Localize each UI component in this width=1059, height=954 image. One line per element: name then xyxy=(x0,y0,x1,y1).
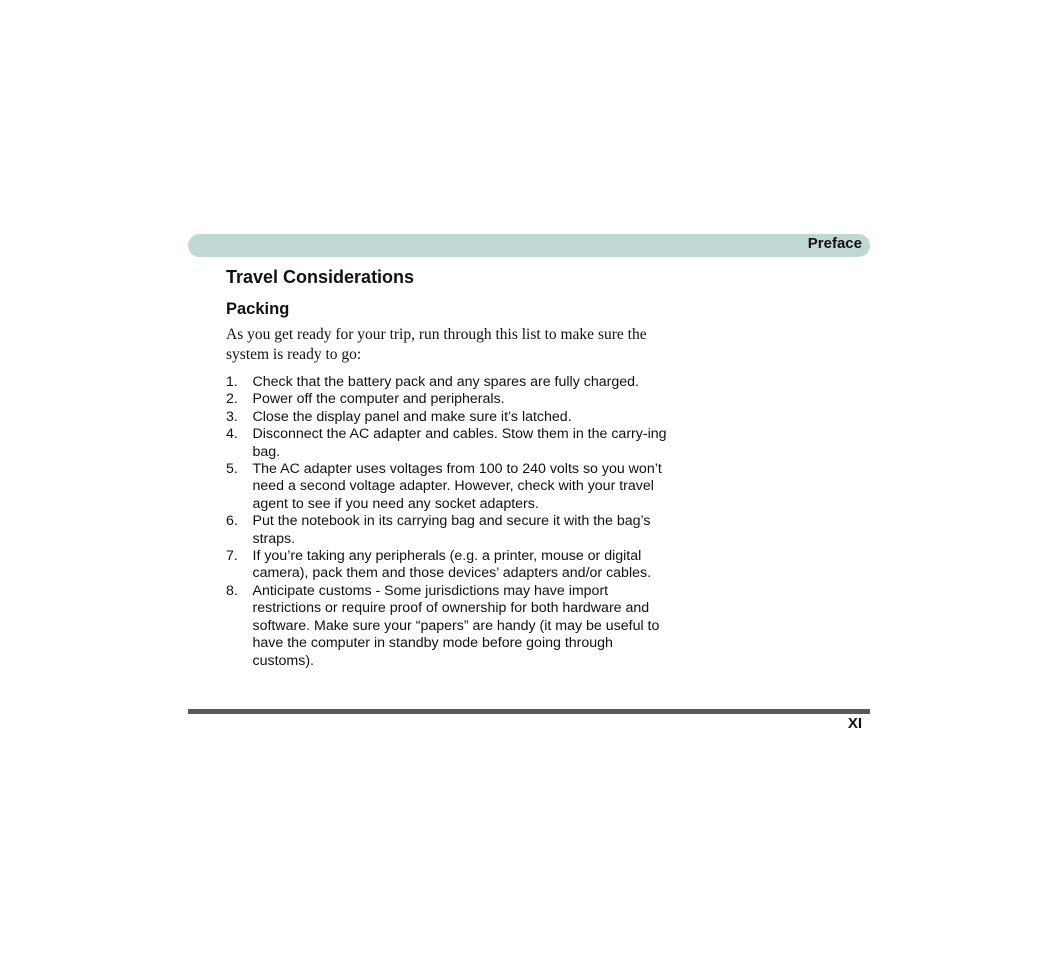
step-text: Anticipate customs - Some jurisdictions may have import restrictions or require proof of ownership for both hardware and software. Make sure your “papers” are handy (it may be useful to have the computer in standby mode before going through customs). xyxy=(252,582,660,669)
step-number: 3. xyxy=(226,408,238,425)
step-text: If you’re taking any peripherals (e.g. a printer, mouse or digital camera), pack them and those devices’ adapters and/or cables. xyxy=(252,548,652,582)
step-text: Check that the battery pack and any spares are fully charged. xyxy=(252,374,639,390)
step-text: Disconnect the AC adapter and cables. Stow them in the carry-ing bag. xyxy=(252,426,667,460)
page-title: Travel Considerations xyxy=(226,267,415,287)
step-text: Put the notebook in its carrying bag and secure it with the bag’s straps. xyxy=(252,513,651,547)
footer-rule xyxy=(188,709,870,714)
step-number: 8. xyxy=(226,582,238,599)
list-item xyxy=(226,461,671,513)
step-number: 6. xyxy=(226,513,238,530)
step-text: Power off the computer and peripherals. xyxy=(252,391,505,408)
page-number: XI xyxy=(847,715,862,732)
step-number: 7. xyxy=(226,548,238,565)
intro-paragraph: As you get ready for your trip, run through this list to make sure the system is ready to go: xyxy=(226,326,647,363)
section-subtitle: Packing xyxy=(226,300,290,318)
step-text: The AC adapter uses voltages from 100 to 240 volts so you won’t need a second voltage adapter. However, check with your travel agent to see if you need any socket adapters. xyxy=(252,461,662,512)
list-item xyxy=(226,409,671,426)
step-number: 2. xyxy=(226,391,238,408)
section-label: Preface xyxy=(807,235,862,252)
header-band xyxy=(188,234,870,257)
list-item xyxy=(226,513,671,548)
list-item xyxy=(226,548,671,583)
list-item xyxy=(226,583,671,670)
list-item xyxy=(226,391,671,408)
step-text: Close the display panel and make sure it’s latched. xyxy=(252,408,572,425)
step-number: 4. xyxy=(226,426,238,443)
step-number: 5. xyxy=(226,461,238,478)
packing-steps-list xyxy=(226,374,671,670)
step-number: 1. xyxy=(226,374,238,390)
list-item xyxy=(226,374,671,391)
list-item xyxy=(226,426,671,461)
